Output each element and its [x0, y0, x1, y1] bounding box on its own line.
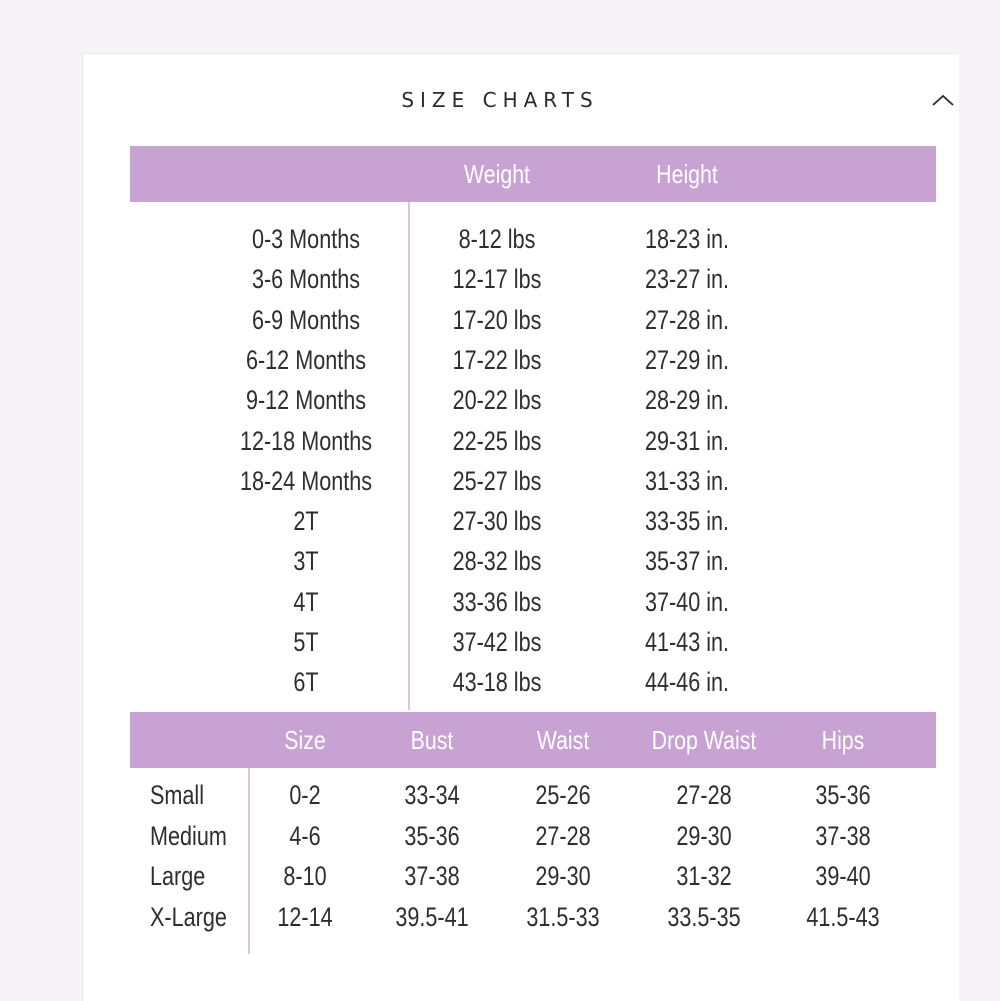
table-cell: 33-36 lbs: [452, 586, 542, 617]
table-cell: 17-22 lbs: [452, 344, 542, 375]
table-cell: 31-33 in.: [644, 465, 730, 496]
table-cell: 9-12 Months: [245, 385, 367, 416]
table-cell: 6T: [293, 667, 319, 698]
table-cell: 8-12 lbs: [458, 224, 536, 254]
column-header: Weight: [464, 159, 530, 189]
column-header: Height: [656, 159, 718, 189]
table-cell: 27-30 lbs: [452, 506, 542, 537]
table-cell: 22-25 lbs: [452, 425, 542, 456]
table-cell: 27-28: [535, 820, 591, 851]
table-cell: 6-9 Months: [251, 304, 361, 335]
panel-title: SIZE CHARTS: [401, 88, 599, 112]
table-cell: 37-38: [404, 861, 460, 891]
column-header: Hips: [821, 725, 865, 755]
table-cell: 17-20 lbs: [452, 304, 542, 335]
table-cell: 33-34: [404, 780, 460, 810]
table-cell: 29-30: [676, 820, 732, 851]
table-cell: 31.5-33: [526, 901, 600, 932]
table-cell: 0-2: [289, 780, 321, 810]
column-header: Waist: [536, 725, 590, 755]
column-header: Drop Waist: [651, 725, 757, 755]
table-cell: 27-28 in.: [644, 304, 730, 335]
table-cell: 0-3 Months: [251, 224, 361, 254]
table-cell: 25-27 lbs: [452, 465, 542, 496]
table-cell: 20-22 lbs: [452, 385, 542, 416]
table-cell: 37-42 lbs: [452, 627, 542, 657]
table-cell: 3T: [293, 546, 319, 577]
table-cell: 33-35 in.: [644, 506, 730, 537]
table-cell: 12-17 lbs: [452, 264, 542, 295]
table-cell: 18-23 in.: [644, 224, 730, 254]
table-cell: 4T: [293, 586, 319, 617]
table-cell: 12-18 Months: [239, 425, 373, 456]
row-label: Medium: [150, 820, 227, 851]
table-cell: 23-27 in.: [644, 264, 730, 295]
column-header: Bust: [410, 725, 454, 755]
table-cell: 37-40 in.: [644, 586, 730, 617]
table-cell: 28-32 lbs: [452, 546, 542, 577]
table-cell: 27-29 in.: [644, 344, 730, 375]
table-cell: 28-29 in.: [644, 385, 730, 416]
row-label: Large: [150, 861, 206, 891]
table-cell: 4-6: [289, 820, 321, 851]
chevron-up-icon[interactable]: [930, 90, 956, 110]
table-cell: 2T: [293, 506, 319, 537]
table-cell: 35-36: [404, 820, 460, 851]
row-label: Small: [150, 780, 205, 810]
column-header: Size: [284, 725, 326, 755]
table-cell: 39.5-41: [395, 901, 469, 932]
table-cell: 5T: [293, 627, 319, 657]
table-cell: 35-37 in.: [644, 546, 730, 577]
table-cell: 31-32: [676, 861, 732, 891]
table-cell: 35-36: [815, 780, 871, 810]
table-cell: 33.5-35: [667, 901, 741, 932]
table-cell: 12-14: [277, 901, 333, 932]
table-cell: 29-31 in.: [644, 425, 730, 456]
table-cell: 18-24 Months: [239, 465, 373, 496]
table-cell: 8-10: [283, 861, 327, 891]
table-cell: 44-46 in.: [644, 667, 730, 698]
table-cell: 6-12 Months: [245, 344, 367, 375]
table-cell: 29-30: [535, 861, 591, 891]
table-cell: 25-26: [535, 780, 591, 810]
table-cell: 43-18 lbs: [452, 667, 542, 698]
table-cell: 37-38: [815, 820, 871, 851]
row-label: X-Large: [150, 901, 227, 932]
table-cell: 27-28: [676, 780, 732, 810]
table-cell: 41.5-43: [806, 901, 880, 932]
table-cell: 3-6 Months: [251, 264, 361, 295]
table-cell: 39-40: [815, 861, 871, 891]
table-cell: 41-43 in.: [644, 627, 730, 657]
